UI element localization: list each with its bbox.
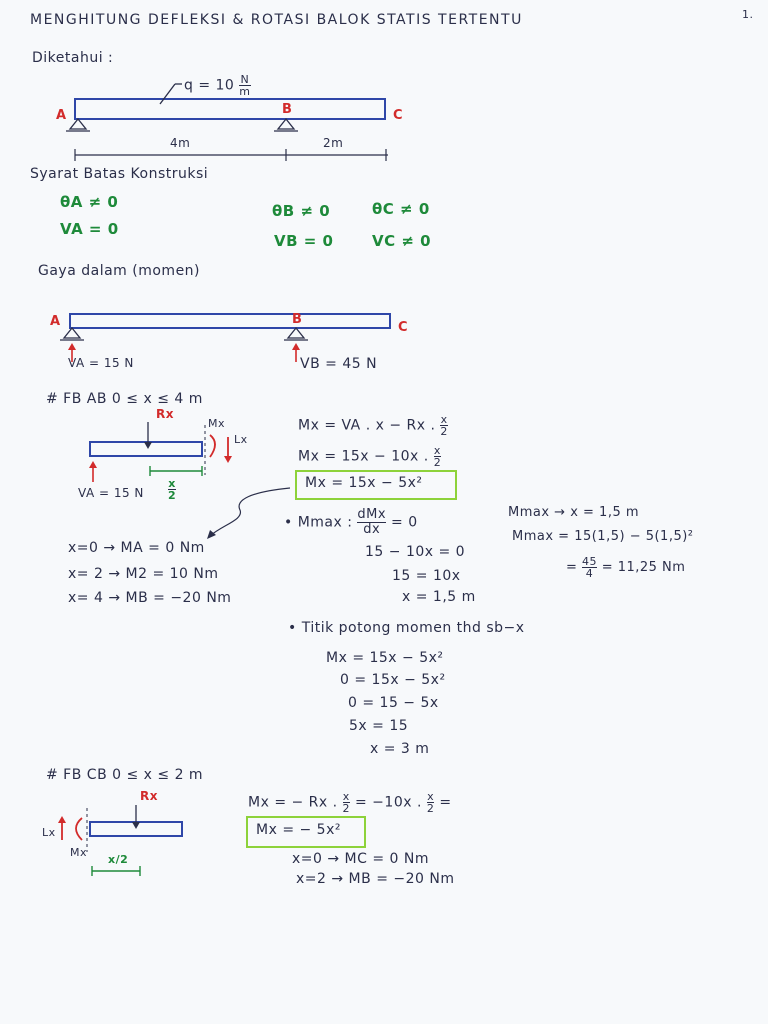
- eq1-frac-den: 2: [440, 425, 448, 438]
- mx-arrow-cb: [76, 818, 82, 840]
- point-c-label: C: [393, 108, 404, 123]
- theta-b: θB ≠ 0: [272, 202, 331, 220]
- fb-cb-label: # FB CB 0 ≤ x ≤ 2 m: [46, 767, 204, 783]
- cross-step5: x = 3 m: [370, 741, 430, 757]
- fb-ab-mx: Mx: [208, 417, 226, 430]
- load-label: [184, 74, 251, 97]
- v-b: VB = 0: [274, 232, 334, 250]
- fb-ab-half-x: [168, 478, 176, 501]
- point-b-label: B: [282, 102, 293, 117]
- load-prefix: q = 10: [184, 77, 235, 94]
- eq2-text: Mx = 15x − 10x .: [298, 448, 429, 465]
- mmax-step2: 15 = 10x: [392, 568, 461, 584]
- cb-eq1-c: =: [439, 794, 452, 811]
- support-b-1: [278, 119, 294, 129]
- cross-step2: 0 = 15x − 5x²: [340, 672, 446, 688]
- fb-ab-ma: x=0 → MA = 0 Nm: [68, 540, 205, 556]
- support-b-2: [288, 328, 304, 338]
- load-unit: [239, 74, 250, 97]
- page-title: MENGHITUNG DEFLEKSI & ROTASI BALOK STATIS TERTENTU: [30, 12, 523, 28]
- page-number: 1.: [742, 8, 754, 21]
- load-pointer: [160, 84, 175, 104]
- half-x-num: x: [168, 477, 176, 490]
- eq1-frac-num: x: [440, 413, 448, 426]
- half-x-den: 2: [168, 489, 177, 502]
- fb-cb-half: x/2: [108, 853, 129, 866]
- cb-eq1-a: Mx = − Rx .: [248, 794, 338, 811]
- v-c: VC ≠ 0: [372, 232, 432, 250]
- internal-point-a: A: [50, 314, 61, 329]
- eq1-text: Mx = VA . x − Rx .: [298, 417, 436, 434]
- fb-ab-eq2: [298, 445, 441, 468]
- cross-step1: Mx = 15x − 5x²: [326, 650, 444, 666]
- fb-ab-va: VA = 15 N: [78, 486, 144, 500]
- theta-a: θA ≠ 0: [60, 193, 119, 211]
- cross-step4: 5x = 15: [349, 718, 409, 734]
- reaction-a-label: VA = 15 N: [68, 356, 134, 370]
- mmax-r3-value: = 11,25 Nm: [601, 560, 686, 575]
- load-unit-num: N: [240, 73, 250, 86]
- beam-1: [75, 99, 385, 119]
- fb-ab-eq3: Mx = 15x − 5x²: [305, 475, 423, 491]
- span-bc-label: 2m: [323, 136, 344, 150]
- cb-eq1-frac2-num: x: [427, 790, 435, 803]
- mx-arrow-ab: [210, 435, 215, 457]
- mmax-derivative: [284, 508, 418, 537]
- fb-cb-eq1: [248, 791, 452, 814]
- fb-ab-lx: Lx: [234, 433, 248, 446]
- fb-ab-m2: x= 2 → M2 = 10 Nm: [68, 566, 219, 582]
- v-a: VA = 0: [60, 220, 119, 238]
- reaction-b-label: VB = 45 N: [300, 356, 378, 372]
- theta-c: θC ≠ 0: [372, 200, 430, 218]
- known-label: Diketahui :: [32, 50, 114, 66]
- mmax-result1: Mmax → x = 1,5 m: [508, 505, 640, 520]
- fb-cb-mb: x=2 → MB = −20 Nm: [296, 871, 455, 887]
- cross-step3: 0 = 15 − 5x: [348, 695, 439, 711]
- boundary-label: Syarat Batas Konstruksi: [30, 166, 209, 182]
- cb-eq1-frac2-den: 2: [426, 802, 435, 815]
- support-a-1: [70, 119, 86, 129]
- mmax-step1: 15 − 10x = 0: [365, 544, 466, 560]
- pointer-curve: [210, 488, 290, 536]
- fb-cb-eq2: Mx = − 5x²: [256, 822, 341, 838]
- fb-cb-rx: Rx: [140, 789, 158, 803]
- mmax-r3-num: 45: [582, 555, 598, 568]
- fb-cb-mx: Mx: [70, 846, 88, 859]
- point-a-label: A: [56, 108, 67, 123]
- fb-ab-mb: x= 4 → MB = −20 Nm: [68, 590, 232, 606]
- mmax-label: • Mmax :: [284, 514, 353, 531]
- fb-cb-lx: Lx: [42, 826, 56, 839]
- fb-ab-eq1: [298, 414, 448, 437]
- mmax-step3: x = 1,5 m: [402, 589, 476, 605]
- dmx: dMx: [357, 507, 387, 522]
- eq2-frac-den: 2: [433, 456, 442, 469]
- mmax-r3-den: 4: [585, 567, 594, 580]
- internal-point-c: C: [398, 320, 409, 335]
- fb-cb-mc: x=0 → MC = 0 Nm: [292, 851, 430, 867]
- beam-2: [70, 314, 390, 328]
- support-a-2: [64, 328, 80, 338]
- internal-point-b: B: [292, 312, 303, 327]
- mmax-result2: Mmax = 15(1,5) − 5(1,5)²: [512, 529, 694, 544]
- eq2-frac-num: x: [433, 444, 441, 457]
- mmax-eq0: = 0: [391, 514, 418, 531]
- mmax-result3: [566, 556, 685, 579]
- cb-eq1-frac1-num: x: [342, 790, 350, 803]
- cb-eq1-b: = −10x .: [355, 794, 422, 811]
- cross-label: • Titik potong momen thd sb−x: [288, 620, 525, 636]
- mmax-r3-eq: =: [566, 560, 578, 575]
- span-ab-label: 4m: [170, 136, 191, 150]
- fb-ab-rx: Rx: [156, 407, 174, 421]
- fb-ab-label: # FB AB 0 ≤ x ≤ 4 m: [46, 391, 203, 407]
- cb-eq1-frac1-den: 2: [342, 802, 351, 815]
- internal-label: Gaya dalam (momen): [38, 263, 201, 279]
- load-unit-den: m: [239, 85, 251, 98]
- dx: dx: [363, 522, 381, 537]
